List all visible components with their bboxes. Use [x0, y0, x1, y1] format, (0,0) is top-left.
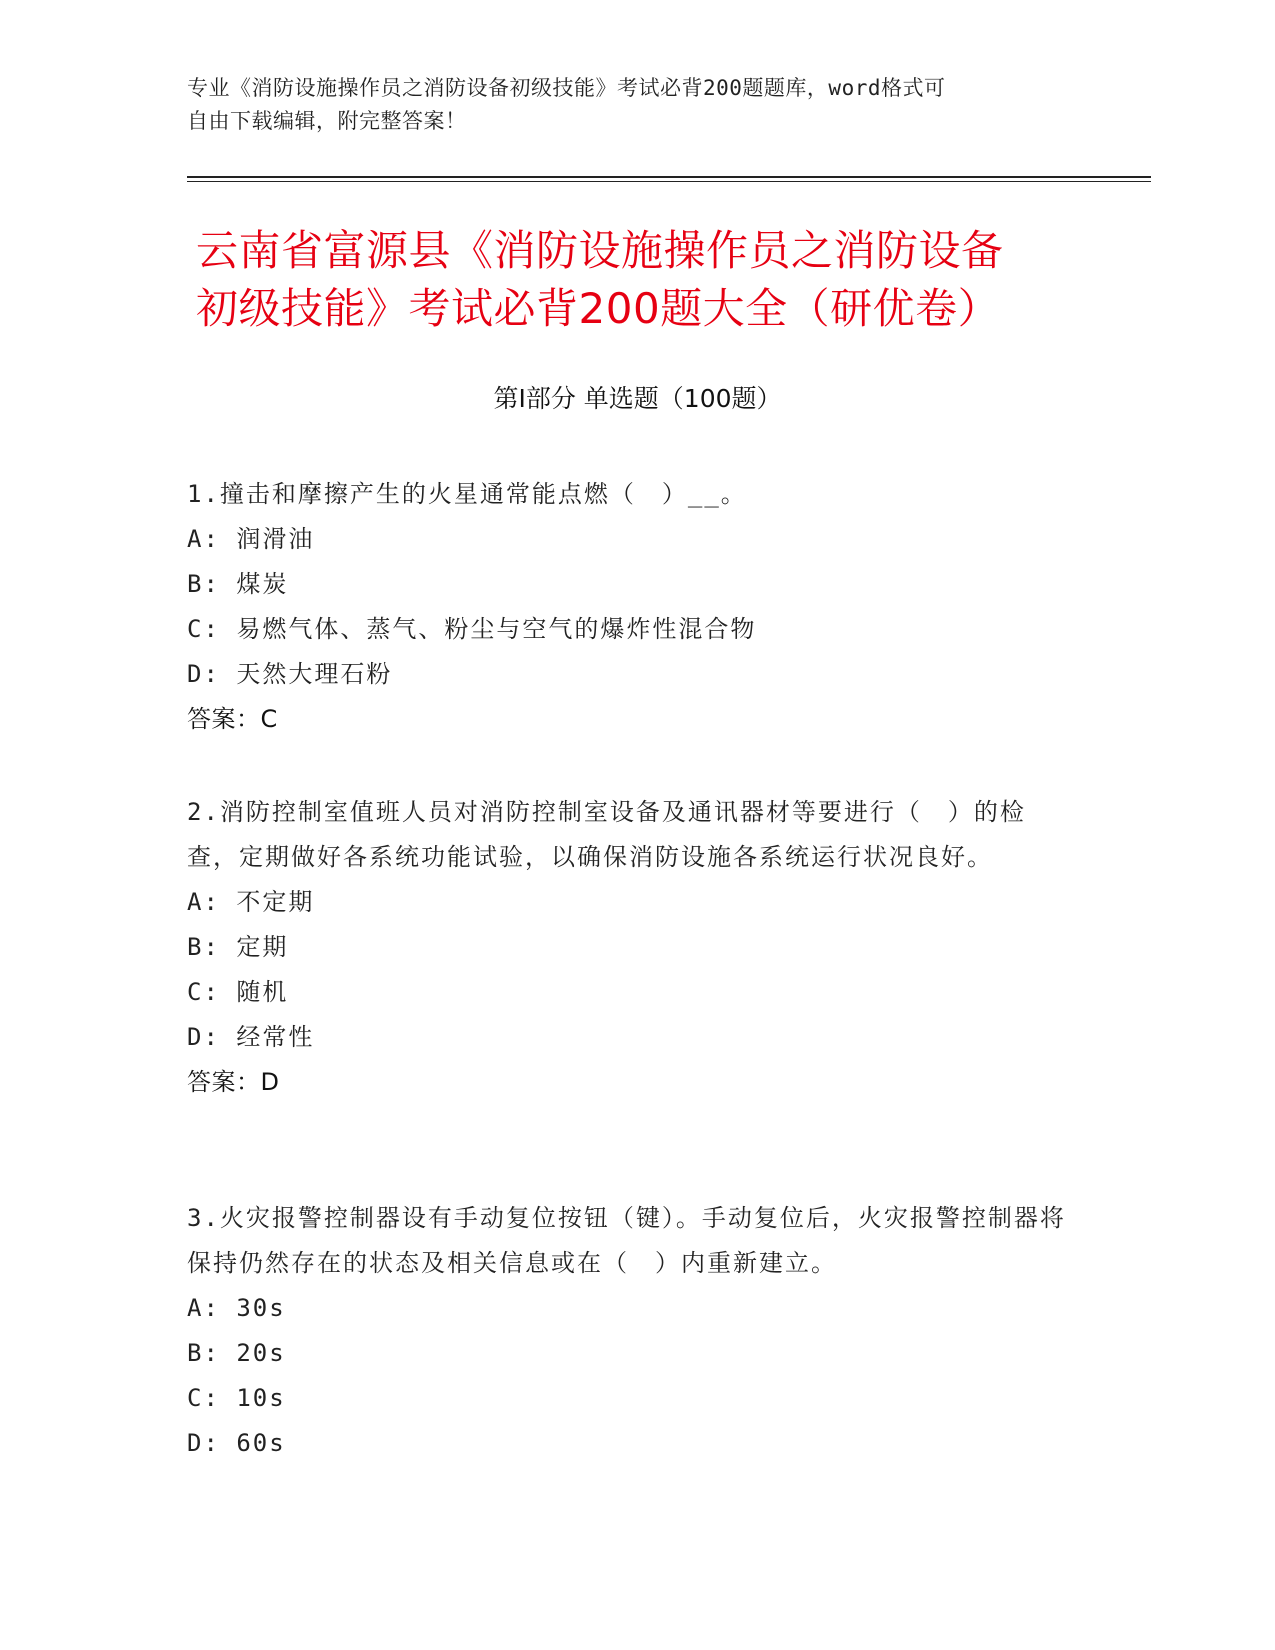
option-d: D: 天然大理石粉	[187, 660, 393, 688]
option-a: A: 30s	[187, 1294, 286, 1322]
option-b: B: 煤炭	[187, 570, 289, 598]
answer: 答案：D	[187, 1068, 280, 1096]
option-c: C: 10s	[187, 1384, 286, 1412]
question-stem: 2.消防控制室值班人员对消防控制室设备及通讯器材等要进行（ ）的检查，定期做好各系统功能试验，以确保消防设施各系统运行状况良好。	[187, 798, 1026, 871]
header-divider-thick	[187, 176, 1151, 178]
question-stem: 3.火灾报警控制器设有手动复位按钮（键）。手动复位后，火灾报警控制器将保持仍然存在的状态及相关信息或在（ ）内重新建立。	[187, 1204, 1066, 1277]
option-b: B: 定期	[187, 933, 289, 961]
question-stem: 1.撞击和摩擦产生的火星通常能点燃（ ）__。	[187, 480, 747, 508]
header-line-1: 专业《消防设施操作员之消防设备初级技能》考试必背200题题库，word格式可	[187, 76, 946, 100]
option-a: A: 润滑油	[187, 525, 315, 553]
question-3	[187, 1196, 1067, 1466]
option-d: D: 60s	[187, 1429, 286, 1457]
option-d: D: 经常性	[187, 1023, 315, 1051]
header-line-2: 自由下载编辑，附完整答案！	[187, 109, 467, 133]
document-title	[196, 222, 1096, 338]
page-header	[187, 72, 1067, 138]
section-title: 第Ⅰ部分 单选题（100题）	[493, 384, 782, 413]
option-b: B: 20s	[187, 1339, 286, 1367]
option-c: C: 易燃气体、蒸气、粉尘与空气的爆炸性混合物	[187, 615, 757, 643]
question-2	[187, 790, 1067, 1105]
document-title-line-2: 初级技能》考试必背200题大全（研优卷）	[196, 284, 1001, 333]
question-1	[187, 472, 1067, 742]
answer: 答案：C	[187, 705, 278, 733]
option-c: C: 随机	[187, 978, 289, 1006]
header-divider-thin	[187, 181, 1151, 182]
option-a: A: 不定期	[187, 888, 315, 916]
document-title-line-1: 云南省富源县《消防设施操作员之消防设备	[196, 226, 1004, 275]
